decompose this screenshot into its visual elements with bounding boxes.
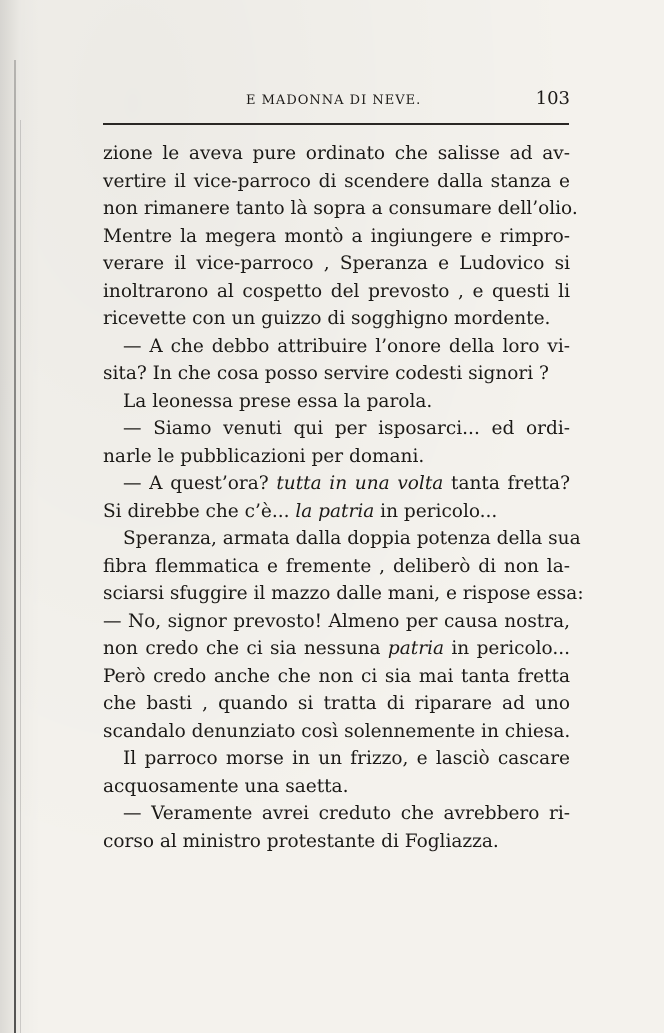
text-line: sciarsi sfuggire il mazzo dalle mani, e rispose essa: — [103, 583, 584, 604]
text-line — [103, 635, 570, 663]
text-line: non rimanere tanto là sopra a consumare dell’olio. — [103, 198, 578, 219]
text-line: Però credo anche che non ci sia mai tanta fretta — [103, 665, 570, 687]
text-line: che basti , quando si tratta di riparare ad uno — [103, 693, 570, 714]
body-text — [103, 140, 584, 855]
text-line: Il parroco morse in un frizzo, e lasciò cascare — [123, 748, 570, 769]
text-line: La leonessa prese essa la parola. — [123, 390, 433, 412]
text-line: ricevette con un guizzo di sogghigno mordente. — [103, 308, 551, 329]
text-line: scandalo denunziato così solennemente in chiesa. — [103, 720, 571, 742]
text-line: Mentre la megera montò a ingiungere e rimpro- — [103, 225, 570, 247]
text-span: — A quest’ora? — [123, 473, 277, 494]
text-line: narle le pubblicazioni per domani. — [103, 445, 425, 467]
text-line: sita? In che cosa posso servire codesti signori ? — [103, 363, 549, 384]
text-span: tanta fretta? — [443, 473, 570, 494]
text-line: verare il vice-parroco , Speranza e Ludovico si — [103, 253, 570, 274]
text-line: corso al ministro protestante di Fogliazza. — [103, 830, 499, 852]
binding-edge — [20, 120, 21, 1033]
running-head — [103, 88, 570, 112]
text-span: in pericolo... — [444, 638, 571, 659]
text-span: Si direbbe che c’è... — [103, 500, 296, 522]
italic-text: tutta in una volta — [276, 473, 444, 494]
text-span: in pericolo... — [374, 500, 498, 522]
running-title: E MADONNA DI NEVE. — [246, 93, 422, 108]
text-span: non credo che ci sia nessuna — [103, 638, 388, 659]
text-line: zione le aveva pure ordinato che salisse ad av- — [103, 143, 570, 164]
text-line: — Siamo venuti qui per isposarci... ed ordi- — [123, 418, 570, 439]
text-line: vertire il vice-parroco di scendere dalla stanza e — [103, 170, 570, 192]
text-line: acquosamente una saetta. — [103, 775, 349, 797]
italic-text: patria — [387, 638, 445, 659]
binding-shadow — [14, 60, 16, 1033]
text-line: — A che debbo attribuire l’onore della loro vi- — [123, 335, 570, 357]
page-number: 103 — [535, 88, 570, 109]
text-line: — No, signor prevosto! Almeno per causa nostra, — [103, 610, 570, 632]
text-line — [103, 498, 570, 526]
text-line: Speranza, armata dalla doppia potenza della sua — [123, 528, 581, 549]
text-line — [103, 470, 570, 498]
header-rule — [103, 123, 569, 125]
text-line: fibra flemmatica e fremente , deliberò di non la- — [103, 555, 570, 577]
text-line: — Veramente avrei creduto che avrebbero ri- — [123, 803, 570, 824]
italic-text: la patria — [295, 500, 375, 522]
text-line: inoltrarono al cospetto del prevosto , e questi li — [103, 280, 570, 302]
